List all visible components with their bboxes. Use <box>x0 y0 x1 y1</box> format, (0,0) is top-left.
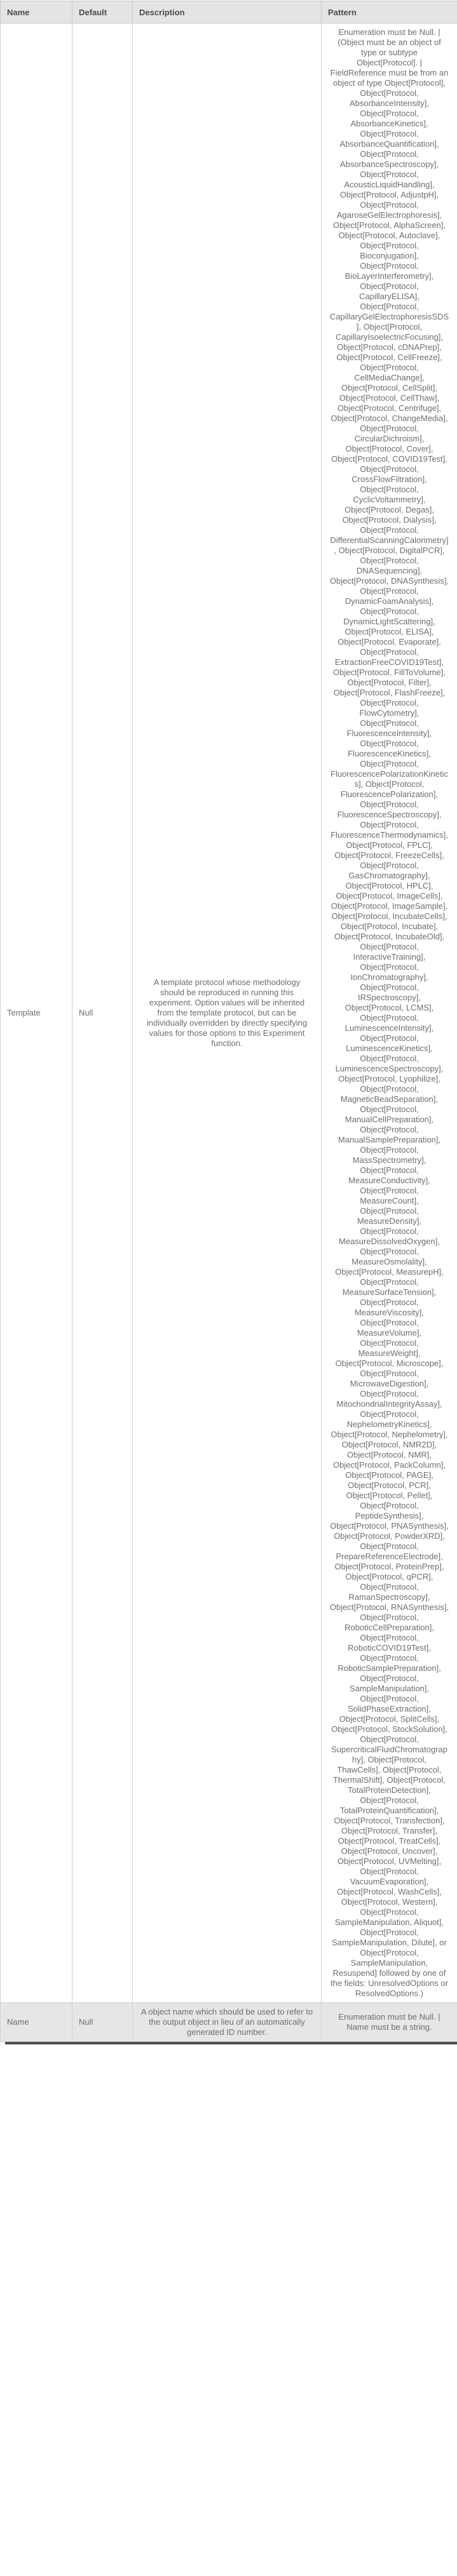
name-description-cell <box>133 2003 322 2042</box>
options-table <box>0 1 457 2042</box>
template-description-cell <box>133 23 322 2003</box>
name-pattern-text: Enumeration must be Null. | Name must be a string. <box>338 2012 440 2032</box>
template-name-cell: Template <box>1 23 72 2003</box>
column-header-name: Name <box>1 1 72 23</box>
template-default-cell: Null <box>72 23 133 2003</box>
column-header-pattern: Pattern <box>322 1 457 23</box>
next-section-top-edge <box>5 2042 457 2044</box>
name-name-cell: Name <box>1 2003 72 2042</box>
header-row <box>1 1 457 23</box>
table-row-name <box>1 2003 457 2042</box>
template-pattern-cell <box>322 23 457 2003</box>
name-default-cell: Null <box>72 2003 133 2042</box>
template-description-text: A template protocol whose methodology should be reproduced in running this experiment. Option values will be inherited from the template protocol, but can be individually overridden by directly specifying values for those options to this Experiment function. <box>146 977 308 1048</box>
name-pattern-cell <box>322 2003 457 2042</box>
column-header-description: Description <box>133 1 322 23</box>
table-row-template <box>1 23 457 2003</box>
template-pattern-text: Enumeration must be Null. | (Object must be an object of type or subtype Object[Protocol]. | FieldReference must be from an object of type Object[Protocol], Object[Protocol, AbsorbanceIntensity], Object[Protocol, AbsorbanceKinetics], Object[Protocol, AbsorbanceQuantification], Object[Protocol, AbsorbanceSpectroscopy], Object[Protocol, AcousticLiquidHandling], Object[Protocol, AdjustpH], Object[Protocol, AgaroseGelElectrophoresis], Object[Protocol, AlphaScreen], Object[Protocol, Autoclave], Object[Protocol, Bioconjugation], Object[Protocol, BioLayerInterferometry], Object[Protocol, CapillaryELISA], Object[Protocol, CapillaryGelElectrophoresisSDS], Object[Protocol, CapillaryIsoelectricFocusing], Object[Protocol, cDNAPrep], Object[Protocol, CellFreeze], Object[Protocol, CellMediaChange], Object[Protocol, CellSplit], Object[Protocol, CellThaw], Object[Protocol, Centrifuge], Object[Protocol, ChangeMedia], Object[Protocol, CircularDichroism], Object[Protocol, Cover], Object[Protocol, COVID19Test], Object[Protocol, CrossFlowFiltration], Object[Protocol, CyclicVoltammetry], Object[Protocol, Degas], Object[Protocol, Dialysis], Object[Protocol, DifferentialScanningCalorimetry], Object[Protocol, DigitalPCR], Object[Protocol, DNASequencing], Object[Protocol, DNASynthesis], Object[Protocol, DynamicFoamAnalysis], Object[Protocol, DynamicLightScattering], Object[Protocol, ELISA], Object[Protocol, Evaporate], Object[Protocol, ExtractionFreeCOVID19Test], Object[Protocol, FillToVolume], Object[Protocol, Filter], Object[Protocol, FlashFreeze], Object[Protocol, FlowCytometry], Object[Protocol, FluorescenceIntensity], Object[Protocol, FluorescenceKinetics], Object[Protocol, FluorescencePolarizationKinetics], Object[Protocol, FluorescencePolarization], Object[Protocol, FluorescenceSpectroscopy], Object[Protocol, FluorescenceThermodynamics], Object[Protocol, FPLC], Object[Protocol, FreezeCells], Object[Protocol, GasChromatography], Object[Protocol, HPLC], Object[Protocol, ImageCells], Object[Protocol, ImageSample], Object[Protocol, IncubateCells], Object[Protocol, Incubate], Object[Protocol, IncubateOld], Object[Protocol, InteractiveTraining], Object[Protocol, IonChromatography], Object[Protocol, IRSpectroscopy], Object[Protocol, LCMS], Object[Protocol, LuminescenceIntensity], Object[Protocol, LuminescenceKinetics], Object[Protocol, LuminescenceSpectroscopy], Object[Protocol, Lyophilize], Object[Protocol, MagneticBeadSeparation], Object[Protocol, ManualCellPreparation], Object[Protocol, ManualSamplePreparation], Object[Protocol, MassSpectrometry], Object[Protocol, MeasureConductivity], Object[Protocol, MeasureCount], Object[Protocol, MeasureDensity], Object[Protocol, MeasureDissolvedOxygen], Object[Protocol, MeasureOsmolality], Object[Protocol, MeasurepH], Object[Protocol, MeasureSurfaceTension], Object[Protocol, MeasureViscosity], Object[Protocol, MeasureVolume], Object[Protocol, MeasureWeight], Object[Protocol, Microscope], Object[Protocol, MicrowaveDigestion], Object[Protocol, MitochondrialIntegrityAssay], Object[Protocol, NephelometryKinetics], Object[Protocol, Nephelometry], Object[Protocol, NMR2D], Object[Protocol, NMR], Object[Protocol, PackColumn], Object[Protocol, PAGE], Object[Protocol, PCR], Object[Protocol, Pellet], Object[Protocol, PeptideSynthesis], Object[Protocol, PNASynthesis], Object[Protocol, PowderXRD], Object[Protocol, PrepareReferenceElectrode], Object[Protocol, ProteinPrep], Object[Protocol, qPCR], Object[Protocol, RamanSpectroscopy], Object[Protocol, RNASynthesis], Object[Protocol, RoboticCellPreparation], Object[Protocol, RoboticCOVID19Test], Object[Protocol, RoboticSamplePreparation], Object[Protocol, SampleManipulation], Object[Protocol, SolidPhaseExtraction], Object[Protocol, SplitCells], Object[Protocol, StockSolution], Object[Protocol, SupercriticalFluidChromatography], Object[Protocol, ThawCells], Object[Protocol, ThermalShift], Object[Protocol, TotalProteinDetection], Object[Protocol, TotalProteinQuantification], Object[Protocol, Transfection], Object[Protocol, Transfer], Object[Protocol, TreatCells], Object[Protocol, Uncover], Object[Protocol, UVMelting], Object[Protocol, VacuumEvaporation], Object[Protocol, WashCells], Object[Protocol, Western], Object[Protocol, SampleManipulation, Aliquot], Object[Protocol, SampleManipulation, Dilute], or Object[Protocol, SampleManipulation, Resuspend] followed by one of the fields: UnresolvedOptions or ResolvedOptions.) <box>329 27 449 1998</box>
name-description-text: A object name which should be used to refer to the output object in lieu of an automatically generated ID number. <box>140 2007 313 2037</box>
column-header-default: Default <box>72 1 133 23</box>
